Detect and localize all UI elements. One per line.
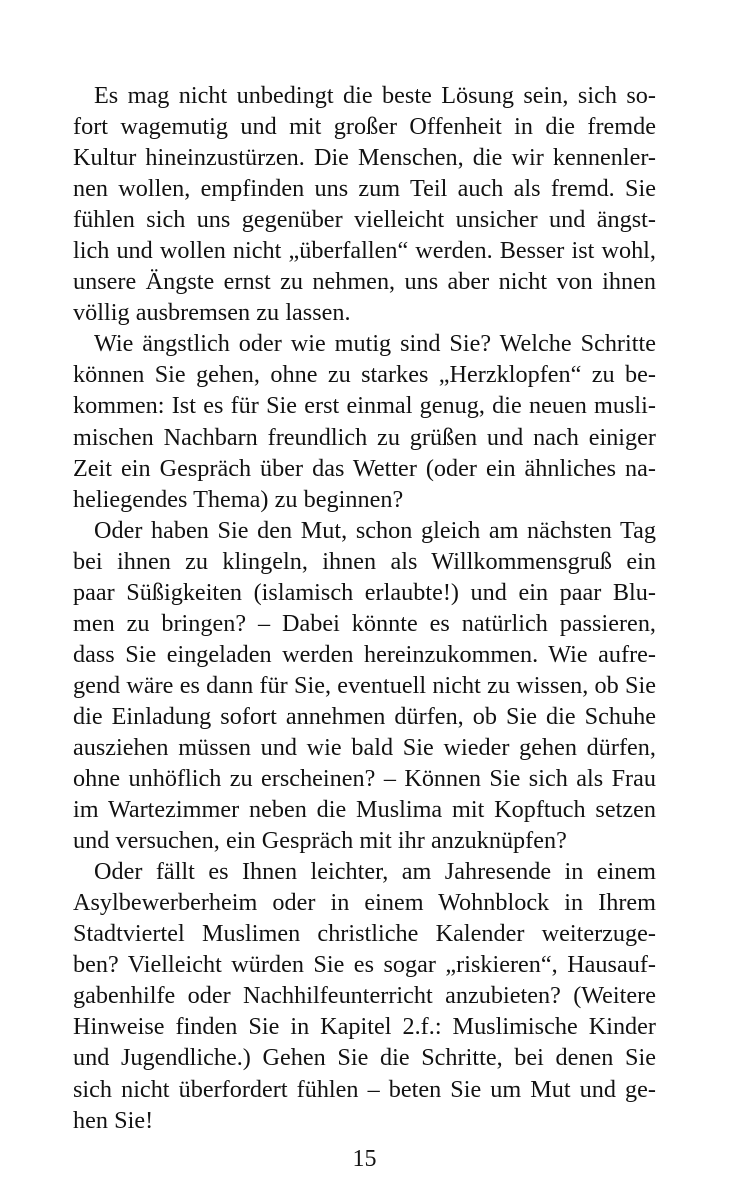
text-line: mischen Nachbarn freundlich zu grüßen und nach einiger <box>73 423 656 451</box>
text-line: unsere Ängste ernst zu nehmen, uns aber nicht von ihnen <box>73 268 656 296</box>
text-line: ausziehen müssen und wie bald Sie wieder gehen dürfen, <box>73 733 656 761</box>
paragraph-1 <box>73 80 656 328</box>
text-line: und versuchen, ein Gespräch mit ihr anzuknüpfen? <box>73 827 567 855</box>
text-line: Asylbewerberheim oder in einem Wohnblock in Ihrem <box>73 889 656 917</box>
text-line: dass Sie eingeladen werden hereinzukommen. Wie aufre- <box>73 640 656 668</box>
text-line: und Jugendliche.) Gehen Sie die Schritte, bei denen Sie <box>73 1044 656 1072</box>
text-line: gend wäre es dann für Sie, eventuell nicht zu wissen, ob Sie <box>73 671 656 699</box>
text-line: sich nicht überfordert fühlen – beten Sie um Mut und ge- <box>73 1075 656 1103</box>
line-text: Oder fällt es Ihnen leichter, am Jahresende in einem <box>94 858 656 886</box>
text-line: im Wartezimmer neben die Muslima mit Kopftuch setzen <box>73 796 656 824</box>
text-line: hen Sie! <box>73 1106 154 1134</box>
line-text: Wie ängstlich oder wie mutig sind Sie? Welche Schritte <box>94 330 656 358</box>
text-line: paar Süßigkeiten (islamisch erlaubte!) und ein paar Blu- <box>73 578 656 606</box>
text-line: Zeit ein Gespräch über das Wetter (oder ein ähnliches na- <box>73 454 656 482</box>
text-line: können Sie gehen, ohne zu starkes „Herzklopfen“ zu be- <box>73 361 656 389</box>
text-line: ohne unhöflich zu erscheinen? – Können Sie sich als Frau <box>73 765 656 793</box>
text-line: gabenhilfe oder Nachhilfeunterricht anzubieten? (Weitere <box>73 982 656 1010</box>
text-line <box>73 515 656 546</box>
text-line: die Einladung sofort annehmen dürfen, ob Sie die Schuhe <box>73 702 656 730</box>
text-line <box>73 80 656 111</box>
paragraph-3 <box>73 515 656 857</box>
text-line: fort wagemutig und mit großer Offenheit in die fremde <box>73 113 656 141</box>
text-line: Stadtviertel Muslimen christliche Kalender weiterzuge- <box>73 920 656 948</box>
text-line: fühlen sich uns gegenüber vielleicht unsicher und ängst- <box>73 206 656 234</box>
line-text: Es mag nicht unbedingt die beste Lösung sein, sich so- <box>94 82 656 109</box>
paragraph-2 <box>73 328 656 514</box>
line-text: Oder haben Sie den Mut, schon gleich am nächsten Tag <box>94 516 656 544</box>
text-line: men zu bringen? – Dabei könnte es natürlich passieren, <box>73 609 656 637</box>
text-line <box>73 856 656 887</box>
text-line: ben? Vielleicht würden Sie es sogar „riskieren“, Hausauf- <box>73 951 656 979</box>
page-number: 15 <box>352 1146 377 1172</box>
text-line: Hinweise finden Sie in Kapitel 2.f.: Muslimische Kinder <box>73 1013 656 1041</box>
text-line: kommen: Ist es für Sie erst einmal genug, die neuen musli- <box>73 392 656 420</box>
paragraph-4 <box>73 856 656 1135</box>
text-line: heliegendes Thema) zu beginnen? <box>73 485 404 513</box>
text-line: bei ihnen zu klingeln, ihnen als Willkommensgruß ein <box>73 547 656 575</box>
text-line: völlig ausbremsen zu lassen. <box>73 299 351 327</box>
text-line: nen wollen, empfinden uns zum Teil auch als fremd. Sie <box>73 175 656 203</box>
page-body-text <box>73 80 656 1136</box>
text-line: Kultur hineinzustürzen. Die Menschen, die wir kennenler- <box>73 144 656 172</box>
text-line: lich und wollen nicht „überfallen“ werden. Besser ist wohl, <box>73 237 656 265</box>
text-line <box>73 328 656 359</box>
